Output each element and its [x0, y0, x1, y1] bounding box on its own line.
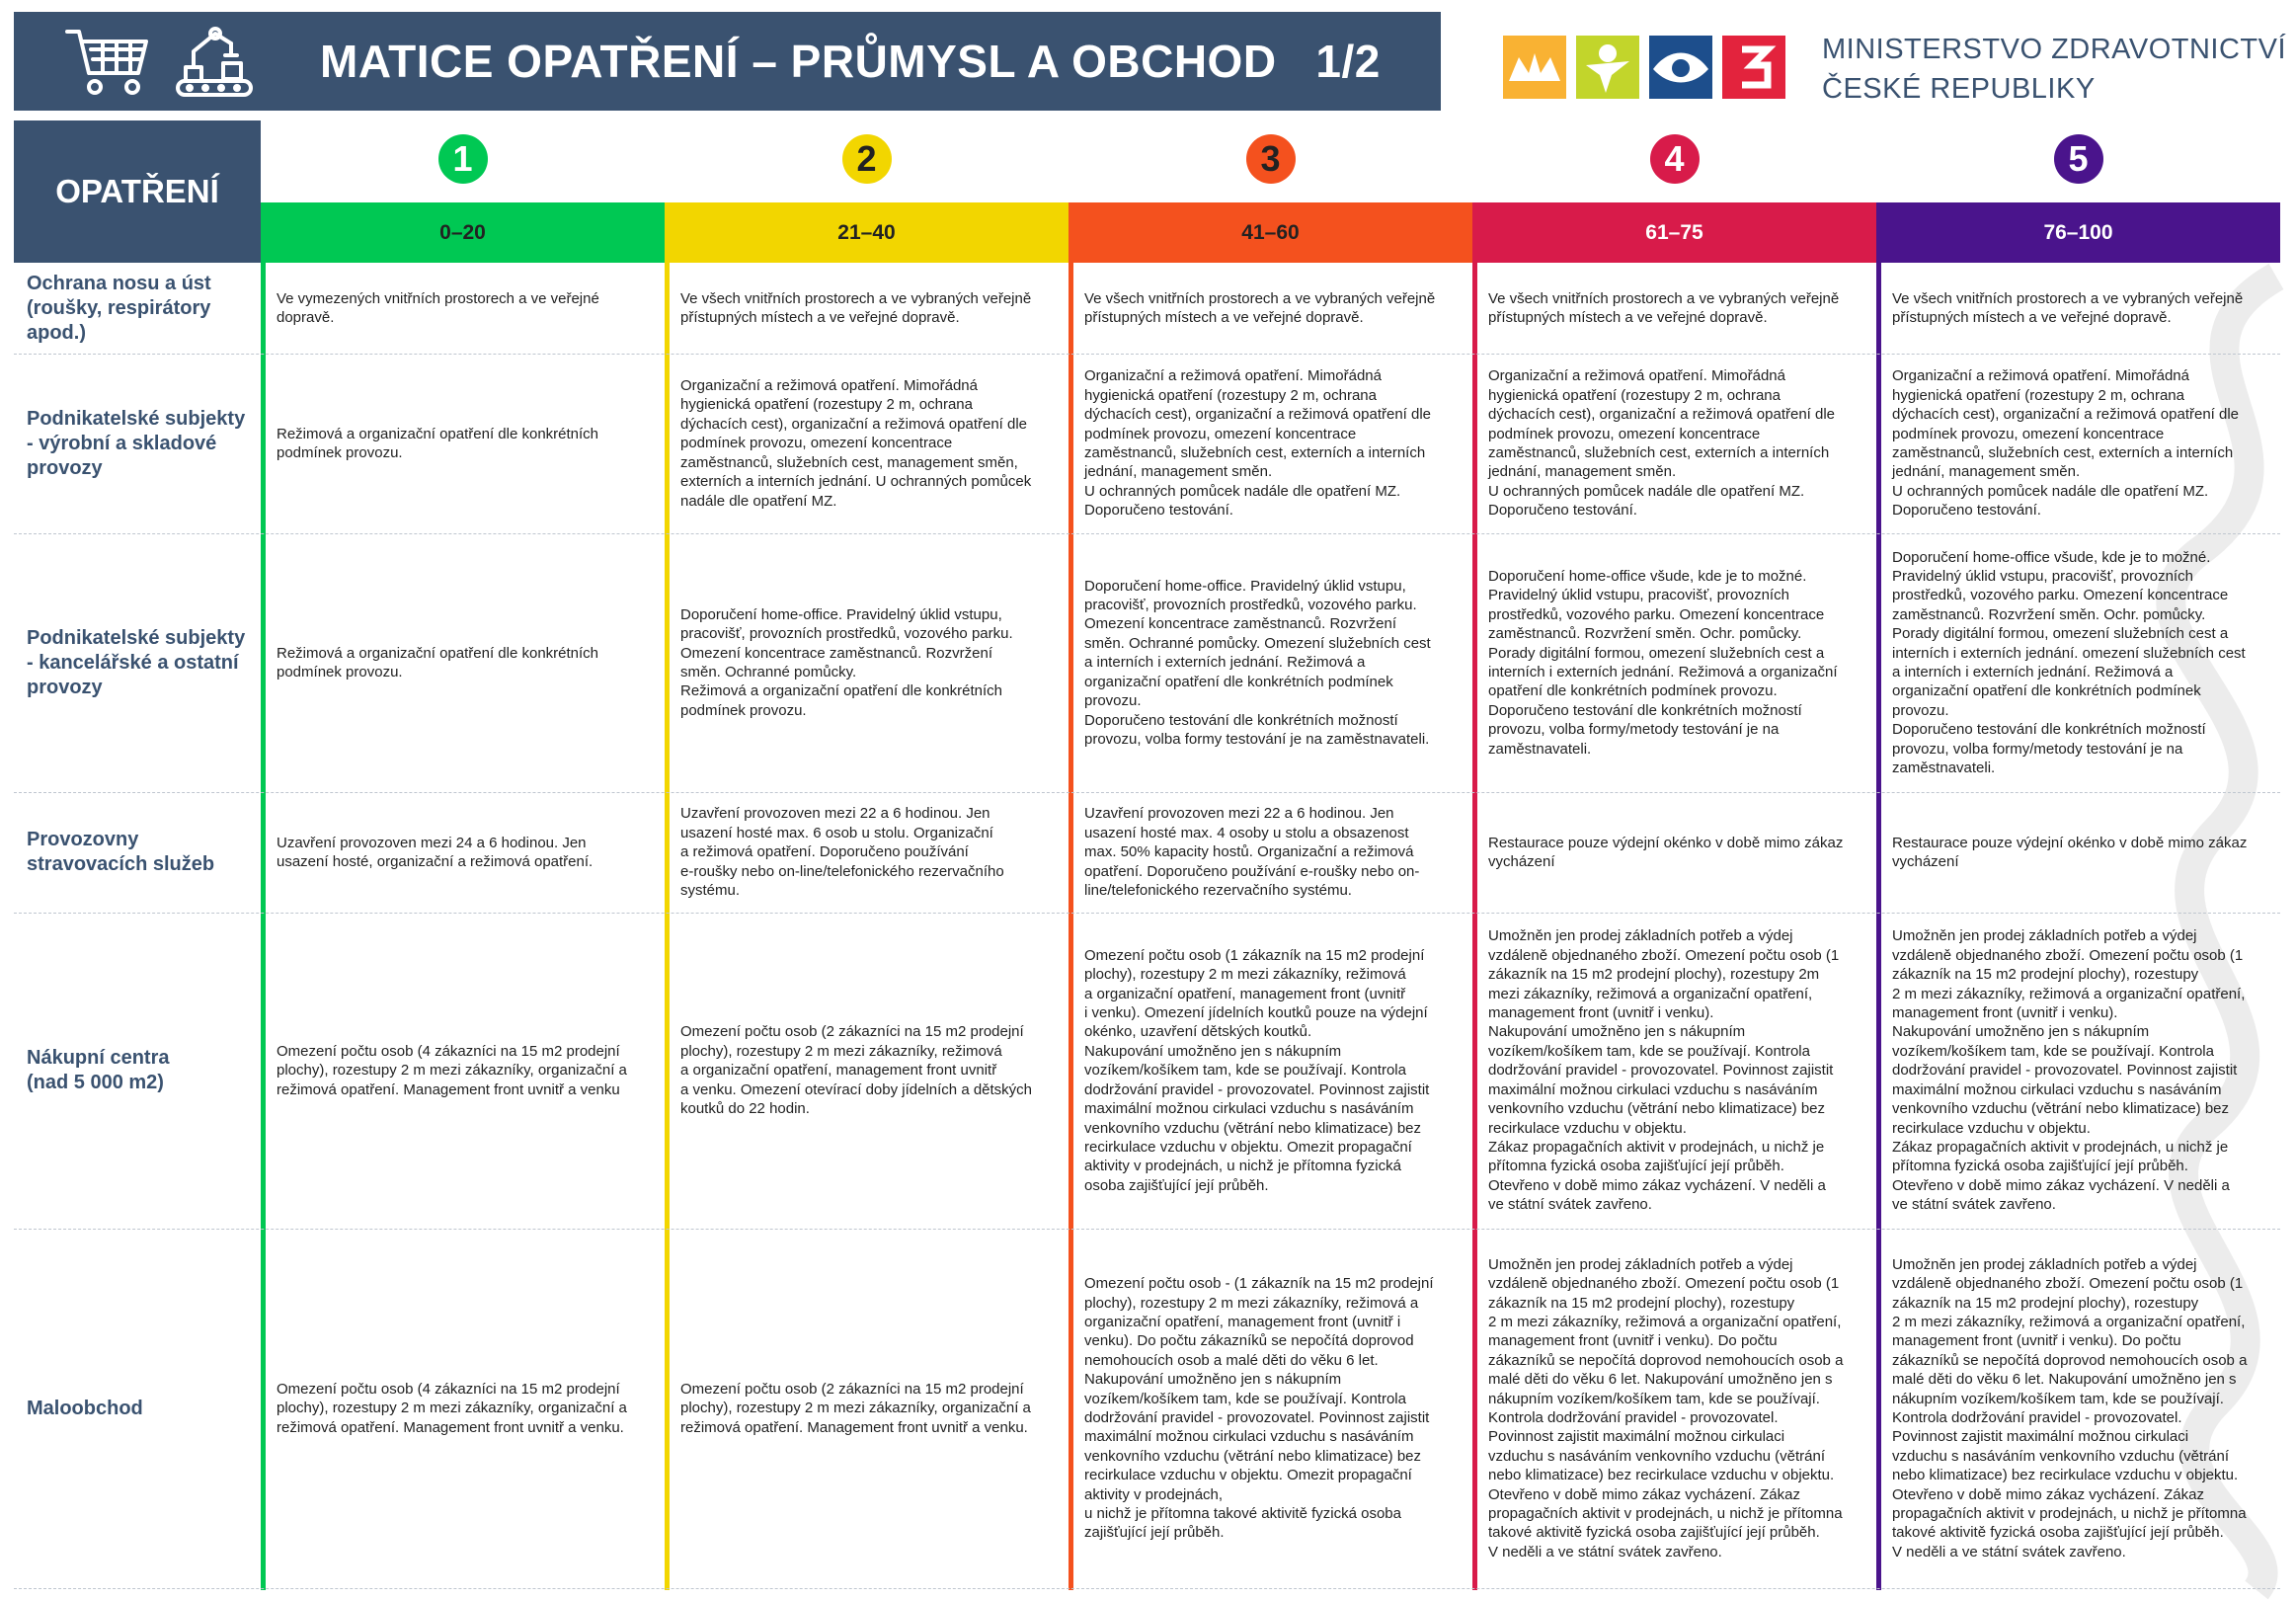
opatreni-header: OPATŘENÍ	[14, 120, 261, 263]
table-cell: Ve všech vnitřních prostorech a ve vybraných veřejně přístupných místech a ve veřejné dopravě.	[1892, 289, 2244, 326]
logo-eye-icon	[1649, 36, 1712, 99]
level-range: 61–75	[1472, 202, 1876, 263]
table-row	[14, 354, 2280, 534]
logo-crown-icon	[1503, 36, 1566, 99]
ministry-name	[1822, 30, 2286, 109]
row-label: Nákupní centra (nad 5 000 m2)	[27, 1047, 170, 1093]
table-cell: Doporučení home-office všude, kde je to možné. Pravidelný úklid vstupu, pracovišť, provozních prostředků, vozového parku. Omezení koncentrace zaměstnanců. Rozvržení směn. Ochr. pomůcky. Porady digitální formou, omezení služebních cest a interních i externích jednání. Režimová a organizační opatření dle konkrétních podmínek provozu. Doporučeno testování dle konkrétních možností provozu, volba formy/metody testování je na zaměstnavateli.	[1488, 567, 1838, 758]
ministry-line-2: ČESKÉ REPUBLIKY	[1822, 73, 2096, 105]
table-cell: Umožněn jen prodej základních potřeb a výdej vzdáleně objednaného zboží. Omezení počtu osob (1 zákazník na 15 m2 prodejní plochy), rozestupy 2 m mezi zákazníky, režimová a organizační opatření, management front (uvnitř i venku). Do počtu zákazníků se nepočítá doprovod nemohoucích osob a malé děti do věku 6 let. Nakupování umožněno jen s nákupním vozíkem/košíkem tam, kde se používají. Kontrola dodržování pravidel - provozovatel. Povinnost zajistit maximální možnou cirkulaci vzduchu s nasáváním venkovního vzduchu (větrání nebo klimatizace) bez recirkulace vzduchu v objektu. Otevřeno v době mimo zákaz vycházení. Zákaz propagačních aktivit v prodejnách, u nichž je přítomna takové aktivitě fyzická osoba zajišťující její průběh. V neděli a ve státní svátek zavřeno.	[1892, 1255, 2248, 1560]
level-number-badge: 4	[1650, 134, 1700, 184]
table-cell: Restaurace pouze výdejní okénko v době mimo zákaz vycházení	[1488, 834, 1844, 870]
level-range: 41–60	[1069, 202, 1472, 263]
table-cell: Omezení počtu osob (2 zákazníci na 15 m2 prodejní plochy), rozestupy 2 m mezi zákazníky, organizační a režimová opatření. Management front uvnitř a venku.	[680, 1380, 1031, 1436]
table-cell: Organizační a režimová opatření. Mimořádná hygienická opatření (rozestupy 2 m, ochrana dýchacích cest), organizační a režimová opatření dle podmínek provozu, omezení koncentrace zaměstnanců, služebních cest, management směn, externích a interních jednání. U ochranných pomůcek nadále dle opatření MZ.	[680, 377, 1032, 510]
level-number-badge: 2	[842, 134, 892, 184]
table-cell: Ve všech vnitřních prostorech a ve vybraných veřejně přístupných místech a ve veřejné dopravě.	[1084, 289, 1436, 326]
header-icons	[63, 22, 257, 101]
logo-snake-icon	[1722, 36, 1785, 99]
table-cell: Uzavření provozoven mezi 24 a 6 hodinou. Jen usazení hosté, organizační a režimová opatření.	[277, 834, 594, 870]
table-cell: Restaurace pouze výdejní okénko v době mimo zákaz vycházení	[1892, 834, 2248, 870]
table-cell: Doporučení home-office. Pravidelný úklid vstupu, pracovišť, provozních prostředků, vozového parku. Omezení koncentrace zaměstnanců. Rozvržení směn. Ochranné pomůcky. Omezení služebních cest a interních i externích jednání. Režimová a organizační opatření dle konkrétních podmínek provozu. Doporučeno testování dle konkrétních možností provozu, volba formy testování je na zaměstnavateli.	[1084, 577, 1431, 748]
level-range: 21–40	[665, 202, 1069, 263]
level-number-badge: 1	[438, 134, 488, 184]
table-cell: Režimová a organizační opatření dle konkrétních podmínek provozu.	[277, 644, 599, 680]
row-label: Provozovny stravovacích služeb	[27, 829, 215, 875]
table-row	[14, 533, 2280, 793]
table-cell: Ve vymezených vnitřních prostorech a ve veřejné dopravě.	[277, 289, 599, 326]
table-cell: Umožněn jen prodej základních potřeb a výdej vzdáleně objednaného zboží. Omezení počtu osob (1 zákazník na 15 m2 prodejní plochy), rozestupy 2 m mezi zákazníky, režimová a organizační opatření, management front (uvnitř i venku). Nakupování umožněno jen s nákupním vozíkem/košíkem tam, kde se používají. Kontrola dodržování pravidel - provozovatel. Povinnost zajistit maximální možnou cirkulaci vzduchu s nasáváním venkovního vzduchu (větrání nebo klimatizace) bez recirkulace vzduchu v objektu. Zákaz propagačních aktivit v prodejnách, u nichž je přítomna fyzická osoba zajišťující její průběh. Otevřeno v době mimo zákaz vycházení. V neděli a ve státní svátek zavřeno.	[1892, 927, 2246, 1214]
table-cell: Ve všech vnitřních prostorech a ve vybraných veřejně přístupných místech a ve veřejné dopravě.	[680, 289, 1032, 326]
row-label: Maloobchod	[27, 1397, 143, 1419]
table-cell: Omezení počtu osob (1 zákazník na 15 m2 prodejní plochy), rozestupy 2 m mezi zákazníky, režimová a organizační opatření, management front (uvnitř i venku). Omezení jídelních koutků pouze na výdejní okénko, uzavření dětských koutků. Nakupování umožněno jen s nákupním vozíkem/košíkem tam, kde se používají. Kontrola dodržování pravidel - provozovatel. Povinnost zajistit maximální možnou cirkulaci vzduchu s nasáváním venkovního vzduchu (větrání nebo klimatizace) bez recirkulace vzduchu v objektu. Omezit propagační aktivity v prodejnách, u nichž je přítomna fyzická osoba zajišťující její průběh.	[1084, 946, 1430, 1194]
level-range: 0–20	[261, 202, 665, 263]
level-number-badge: 3	[1246, 134, 1296, 184]
table-row	[14, 263, 2280, 355]
row-label: Ochrana nosu a úst (roušky, respirátory apod.)	[27, 272, 211, 344]
table-cell: Umožněn jen prodej základních potřeb a výdej vzdáleně objednaného zboží. Omezení počtu osob (1 zákazník na 15 m2 prodejní plochy), rozestupy 2m mezi zákazníky, režimová a organizační opatření, management front (uvnitř i venku). Nakupování umožněno jen s nákupním vozíkem/košíkem tam, kde se používají. Kontrola dodržování pravidel - provozovatel. Povinnost zajistit maximální možnou cirkulaci vzduchu s nasáváním venkovního vzduchu (větrání nebo klimatizace) bez recirkulace vzduchu v objektu. Zákaz propagačních aktivit v prodejnách, u nichž je přítomna fyzická osoba zajišťující její průběh. Otevřeno v době mimo zákaz vycházení. V neděli a ve státní svátek zavřeno.	[1488, 927, 1840, 1214]
ministry-logo	[1503, 36, 1785, 99]
level-number-badge: 5	[2054, 134, 2103, 184]
table-cell: Organizační a režimová opatření. Mimořádná hygienická opatření (rozestupy 2 m, ochrana dýchacích cest), organizační a režimová opatření dle podmínek provozu, omezení koncentrace zaměstnanců, služebních cest, externích a interních jednání, management směn. U ochranných pomůcek nadále dle opatření MZ. Doporučeno testování.	[1488, 367, 1836, 520]
row-label: Podnikatelské subjekty - kancelářské a ostatní provozy	[27, 626, 246, 698]
logo-figure-icon	[1576, 36, 1639, 99]
robot-arm-conveyor-icon	[172, 22, 257, 101]
table-row	[14, 913, 2280, 1230]
table-cell: Doporučení home-office všude, kde je to možné. Pravidelný úklid vstupu, pracovišť, provozních prostředků, vozového parku. Omezení koncentrace zaměstnanců. Rozvržení směn. Ochr. pomůcky. Porady digitální formou, omezení služebních cest a interních i externích jednání. omezení služebních cest a interních i externích jednání. Režimová a organizační opatření dle konkrétních podmínek provozu. Doporučeno testování dle konkrétních možností provozu, volba formy/metody testování je na zaměstnavateli.	[1892, 548, 2246, 777]
table-cell: Umožněn jen prodej základních potřeb a výdej vzdáleně objednaného zboží. Omezení počtu osob (1 zákazník na 15 m2 prodejní plochy), rozestupy 2 m mezi zákazníky, režimová a organizační opatření, management front (uvnitř i venku). Do počtu zákazníků se nepočítá doprovod nemohoucích osob a malé děti do věku 6 let. Nakupování umožněno jen s nákupním vozíkem/košíkem tam, kde se používají. Kontrola dodržování pravidel - provozovatel. Povinnost zajistit maximální možnou cirkulaci vzduchu s nasáváním venkovního vzduchu (větrání nebo klimatizace) bez recirkulace vzduchu v objektu. Otevřeno v době mimo zákaz vycházení. Zákaz propagačních aktivit v prodejnách, u nichž je přítomna takové aktivitě fyzická osoba zajišťující její průběh. V neděli a ve státní svátek zavřeno.	[1488, 1255, 1844, 1560]
shopping-cart-icon	[63, 22, 152, 101]
table-cell: Organizační a režimová opatření. Mimořádná hygienická opatření (rozestupy 2 m, ochrana dýchacích cest), organizační a režimová opatření dle podmínek provozu, omezení koncentrace zaměstnanců, služebních cest, externích a interních jednání, management směn. U ochranných pomůcek nadále dle opatření MZ. Doporučeno testování.	[1084, 367, 1432, 520]
table-cell: Omezení počtu osob (4 zákazníci na 15 m2 prodejní plochy), rozestupy 2 m mezi zákazníky, organizační a režimová opatření. Management front uvnitř a venku	[277, 1042, 627, 1098]
table-cell: Ve všech vnitřních prostorech a ve vybraných veřejně přístupných místech a ve veřejné dopravě.	[1488, 289, 1840, 326]
table-row	[14, 792, 2280, 914]
table-cell: Uzavření provozoven mezi 22 a 6 hodinou. Jen usazení hosté max. 6 osob u stolu. Organizační a režimová opatření. Doporučeno používání e-roušky nebo on-line/telefonického rezervačního systému.	[680, 805, 1004, 900]
table-cell: Organizační a režimová opatření. Mimořádná hygienická opatření (rozestupy 2 m, ochrana dýchacích cest), organizační a režimová opatření dle podmínek provozu, omezení koncentrace zaměstnanců, služebních cest, externích a interních jednání, management směn. U ochranných pomůcek nadále dle opatření MZ. Doporučeno testování.	[1892, 367, 2240, 520]
table-cell: Doporučení home-office. Pravidelný úklid vstupu, pracovišť, provozních prostředků, vozového parku. Omezení koncentrace zaměstnanců. Rozvržení směn. Ochranné pomůcky. Režimová a organizační opatření dle konkrétních podmínek provozu.	[680, 605, 1013, 719]
row-label: Podnikatelské subjekty - výrobní a skladové provozy	[27, 407, 246, 479]
table-cell: Uzavření provozoven mezi 22 a 6 hodinou. Jen usazení hosté max. 4 osoby u stolu a obsazenost max. 50% kapacity hostů. Organizační a režimová opatření. Doporučeno používání e-roušky nebo on- line/telefonického rezervačního systému.	[1084, 805, 1420, 900]
table-cell: Omezení počtu osob - (1 zákazník na 15 m2 prodejní plochy), rozestupy 2 m mezi zákazníky, režimová a organizační opatření, management front (uvnitř i venku). Do počtu zákazníků se nepočítá doprovod nemohoucích osob a malé děti do věku 6 let. Nakupování umožněno jen s nákupním vozíkem/košíkem tam, kde se používají. Kontrola dodržování pravidel - provozovatel. Povinnost zajistit maximální možnou cirkulaci vzduchu s nasáváním venkovního vzduchu (větrání nebo klimatizace) bez recirkulace vzduchu v objektu. Omezit propagační aktivity v prodejnách, u nichž je přítomna takové aktivitě fyzická osoba zajišťující její průběh.	[1084, 1275, 1434, 1542]
table-row	[14, 1229, 2280, 1589]
header-banner	[14, 12, 1441, 111]
ministry-line-1: MINISTERSTVO ZDRAVOTNICTVÍ	[1822, 34, 2287, 65]
table-cell: Režimová a organizační opatření dle konkrétních podmínek provozu.	[277, 425, 599, 461]
level-range: 76–100	[1876, 202, 2280, 263]
page-title: MATICE OPATŘENÍ – PRŮMYSL A OBCHOD 1/2	[320, 36, 1381, 87]
table-cell: Omezení počtu osob (2 zákazníci na 15 m2 prodejní plochy), rozestupy 2 m mezi zákazníky, režimová a organizační opatření, management front uvnitř a venku. Omezení otevírací doby jídelních a dětských koutků do 22 hodin.	[680, 1023, 1033, 1118]
table-cell: Omezení počtu osob (4 zákazníci na 15 m2 prodejní plochy), rozestupy 2 m mezi zákazníky, organizační a režimová opatření. Management front uvnitř a venku.	[277, 1380, 627, 1436]
